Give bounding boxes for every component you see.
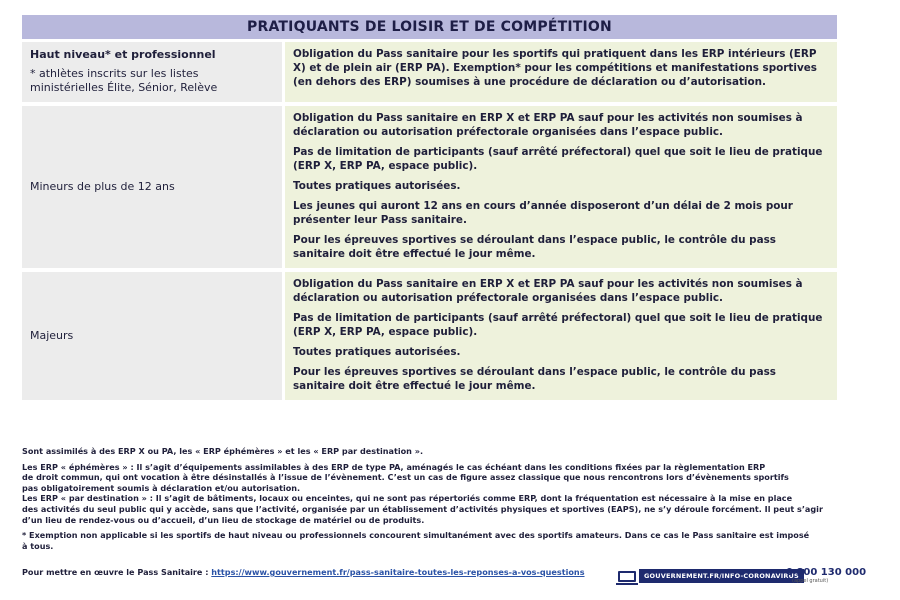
gov-info-badge[interactable] <box>618 569 804 583</box>
footnote-intro: Sont assimilés à des ERP X ou PA, les « ERP éphémères » et les « ERP par destination ». <box>22 446 424 456</box>
footnote-erp-definitions: Les ERP « éphémères » : Il s’agit d’équipements assimilables à des ERP de type PA, aménagés le cas échéant dans les conditions fixées par la règlementation ERP de droit commun, qui ont vocation à être désinstallés à l’issue de l’évènement. C’est un cas de figure assez classique que nous rencontrons lors d’évènements sportifs pas obligatoirement soumis à déclaration et/ou autorisation. Les ERP « par destination » : Il s’agit de bâtiments, locaux ou enceintes, qui ne sont pas répertoriés comme ERP, dont la fréquentation est nécessaire à la mise en place des activités du seul public qui y accède, sans que l’activité, organisée par un établissement d’activités physiques et sportives (EAPS), ne s’y déroule forcément. Il peut s’agir d’un lieu de rendez-vous ou d’accueil, d’un lieu de stockage de matériel ou de produits. <box>22 461 823 525</box>
rule-paragraph: Obligation du Pass sanitaire en ERP X et ERP PA sauf pour les activités non soumises à déclaration ou autorisation préfectorale organisées dans l’espace public. <box>293 278 803 304</box>
rule-paragraph: Toutes pratiques autorisées. <box>293 180 461 192</box>
rule-paragraph: Pas de limitation de participants (sauf arrêté préfectoral) quel que soit le lieu de pratique (ERP X, ERP PA, espace public). <box>293 146 823 172</box>
page-title-banner <box>22 15 837 39</box>
hotline-number: 0 800 130 000 <box>786 567 867 578</box>
row-content-cell <box>285 272 837 400</box>
row-label: Mineurs de plus de 12 ans <box>30 180 175 193</box>
row-label-cell <box>22 272 282 400</box>
row-content-cell <box>285 42 837 102</box>
row-label-cell <box>22 42 282 102</box>
rules-table <box>22 42 837 404</box>
footnotes <box>22 446 852 583</box>
table-row <box>22 42 837 102</box>
row-sublabel: * athlètes inscrits sur les listes ministérielles Élite, Sénior, Relève <box>30 67 218 94</box>
row-content-cell <box>285 106 837 268</box>
gov-info-label: GOUVERNEMENT.FR/INFO-CORONAVIRUS <box>639 569 804 583</box>
table-row <box>22 106 837 268</box>
row-label-cell <box>22 106 282 268</box>
rule-paragraph: Toutes pratiques autorisées. <box>293 346 461 358</box>
pass-sanitaire-link[interactable]: https://www.gouvernement.fr/pass-sanitaire-toutes-les-reponses-a-vos-questions <box>211 566 585 577</box>
rule-paragraph: Obligation du Pass sanitaire pour les sportifs qui pratiquent dans les ERP intérieurs (ERP X) et de plein air (ERP PA). Exemption* pour les compétitions et manifestations sportives (en dehors des ERP) soumises à une procédure de déclaration ou d’autorisation. <box>293 48 817 88</box>
link-prefix: Pour mettre en œuvre le Pass Sanitaire : <box>22 566 212 577</box>
rule-paragraph: Obligation du Pass sanitaire en ERP X et ERP PA sauf pour les activités non soumises à déclaration ou autorisation préfectorale organisées dans l’espace public. <box>293 112 803 138</box>
rule-paragraph: Les jeunes qui auront 12 ans en cours d’année disposeront d’un délai de 2 mois pour présenter leur Pass sanitaire. <box>293 200 793 226</box>
row-label: Majeurs <box>30 329 74 342</box>
laptop-icon <box>618 571 636 582</box>
row-label: Haut niveau* et professionnel <box>30 48 216 61</box>
rule-paragraph: Pas de limitation de participants (sauf arrêté préfectoral) quel que soit le lieu de pratique (ERP X, ERP PA, espace public). <box>293 312 823 338</box>
rule-paragraph: Pour les épreuves sportives se déroulant dans l’espace public, le contrôle du pass sanitaire doit être effectué le jour même. <box>293 366 776 392</box>
table-row <box>22 272 837 400</box>
footnote-exemption: * Exemption non applicable si les sportifs de haut niveau ou professionnels concourent simultanément avec des sportifs amateurs. Dans ce cas le Pass sanitaire est imposé à tous. <box>22 530 810 551</box>
rule-paragraph: Pour les épreuves sportives se déroulant dans l’espace public, le contrôle du pass sanitaire doit être effectué le jour même. <box>293 234 776 260</box>
page-title: PRATIQUANTS DE LOISIR ET DE COMPÉTITION <box>247 19 612 35</box>
hotline-note: (appel gratuit) <box>792 578 829 584</box>
hotline <box>786 568 866 584</box>
